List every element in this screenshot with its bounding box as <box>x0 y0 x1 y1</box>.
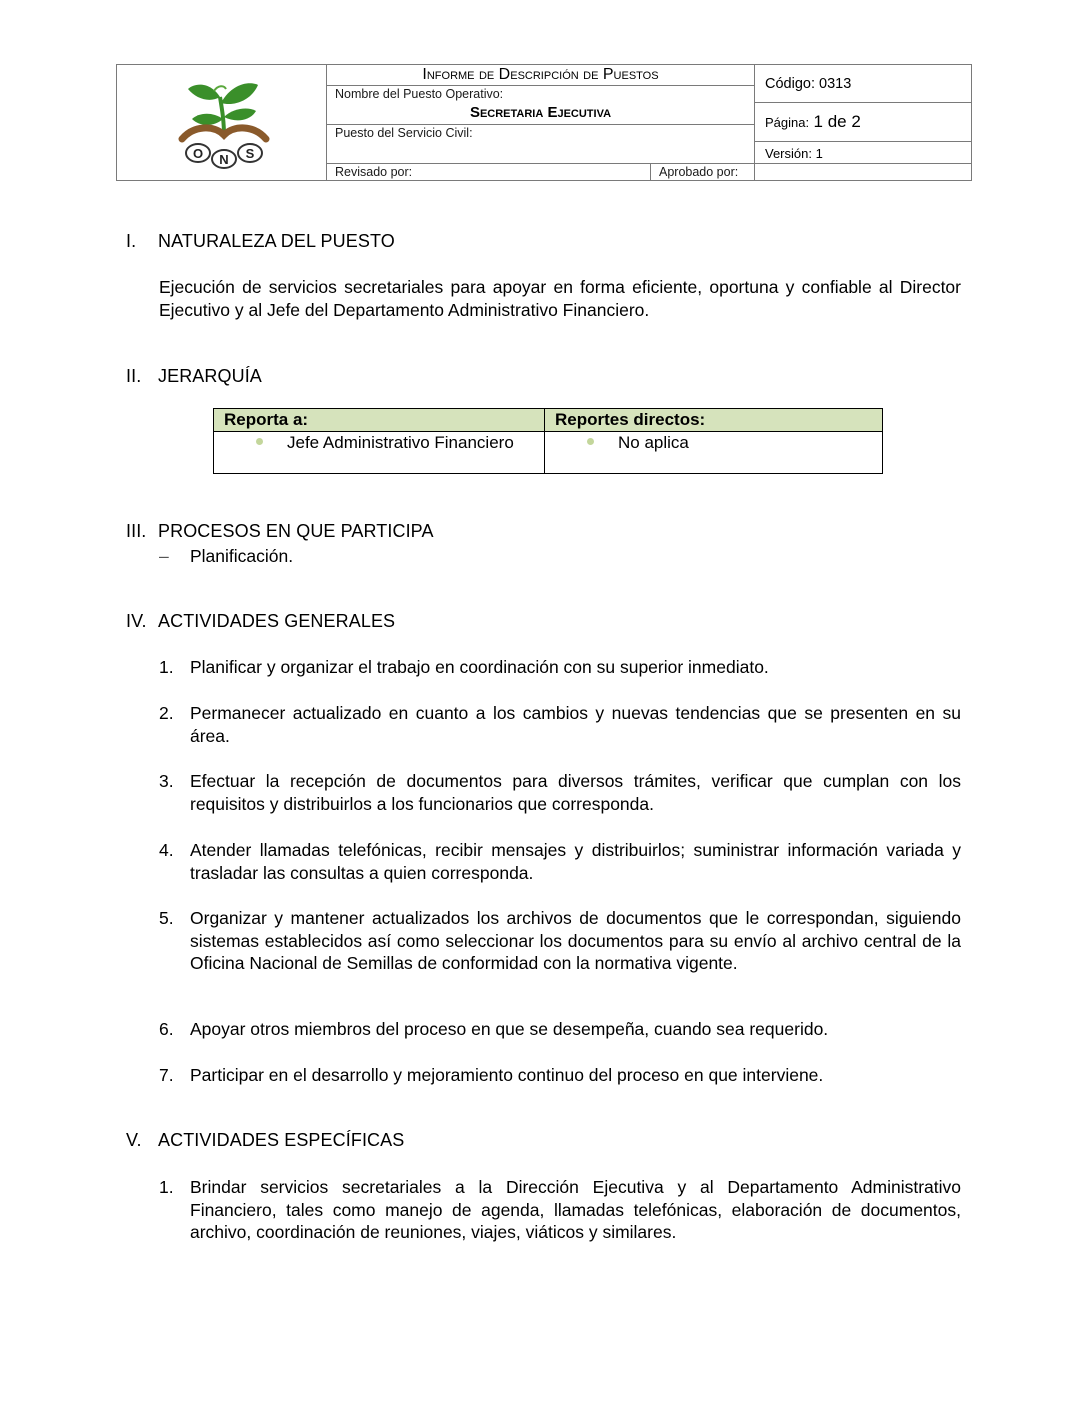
section-2-title: JERARQUÍA <box>158 366 262 386</box>
list-item-number: 2. <box>159 703 174 723</box>
list-item-number: 7. <box>159 1065 174 1085</box>
reports-to-header: Reporta a: <box>224 410 309 429</box>
list-item <box>159 907 961 975</box>
list-item-text: Efectuar la recepción de documentos para diversos trámites, verificar que cumplan con los requisitos y distribuirlos a los funcionarios que corresponda. <box>190 771 961 814</box>
version-label: Versión: 1 <box>765 146 823 161</box>
code-label: Código: 0313 <box>765 76 852 92</box>
section-5-number: V. <box>126 1130 142 1150</box>
list-item-text: Participar en el desarrollo y mejoramiento continuo del proceso en que interviene. <box>190 1065 824 1085</box>
header-right-column <box>755 65 971 180</box>
list-item <box>159 656 961 679</box>
section-1-title: NATURALEZA DEL PUESTO <box>158 231 395 251</box>
section-4-number: IV. <box>126 611 147 631</box>
list-item <box>159 1018 961 1041</box>
dash-bullet: – <box>159 546 169 566</box>
reports-to-value: Jefe Administrativo Financiero <box>287 433 514 452</box>
section-3-heading <box>126 521 434 542</box>
list-item <box>159 839 961 884</box>
logo-cell <box>117 65 327 180</box>
direct-reports-value: No aplica <box>618 433 689 452</box>
section-1-text: Ejecución de servicios secretariales para apoyar en forma eficiente, oportuna y confiable al Director Ejecutivo y al Jefe del Departamento Administrativo Financiero. <box>159 277 961 320</box>
list-item-number: 5. <box>159 908 174 928</box>
svg-text:O: O <box>192 146 204 161</box>
section-1-heading <box>126 231 395 252</box>
ons-logo-icon <box>174 73 274 171</box>
list-item-number: 3. <box>159 771 174 791</box>
list-item-text: Apoyar otros miembros del proceso en que se desempeña, cuando sea requerido. <box>190 1019 829 1039</box>
list-item-text: Atender llamadas telefónicas, recibir mensajes y distribuirlos; suministrar información variada y trasladar las consultas a quien corresponda. <box>190 840 961 883</box>
list-item-text: Permanecer actualizado en cuanto a los cambios y nuevas tendencias que se presenten en su área. <box>190 703 961 746</box>
direct-reports-cell <box>587 433 689 453</box>
section-4-title: ACTIVIDADES GENERALES <box>158 611 396 631</box>
section-3-number: III. <box>126 521 147 541</box>
reviewed-by-label: Revisado por: <box>335 165 413 179</box>
hierarchy-table-header-row <box>214 409 882 432</box>
list-item <box>159 770 961 815</box>
list-item <box>159 702 961 747</box>
hierarchy-table <box>213 408 883 474</box>
process-item <box>159 545 961 568</box>
section-1-number: I. <box>126 231 137 251</box>
reports-to-cell <box>256 433 514 453</box>
process-item-text: Planificación. <box>190 546 294 566</box>
list-item-text: Brindar servicios secretariales a la Dirección Ejecutiva y al Departamento Administrativo Financiero, tales como manejo de agenda, llamadas telefónicas, elaboración de documentos, archivo, coordinación de reuniones, viajes, viáticos y similares. <box>190 1177 961 1242</box>
page-label: Página: <box>765 115 810 130</box>
section-2-number: II. <box>126 366 142 386</box>
section-5-heading <box>126 1130 404 1151</box>
list-item-number: 6. <box>159 1019 174 1039</box>
bullet-icon <box>256 438 263 445</box>
section-2-heading <box>126 366 262 387</box>
section-3-title: PROCESOS EN QUE PARTICIPA <box>158 521 434 541</box>
position-name: Secretaria Ejecutiva <box>469 104 612 121</box>
header-middle-column <box>327 65 755 180</box>
page-indicator <box>765 112 861 132</box>
approved-by-label: Aprobado por: <box>659 165 739 179</box>
svg-text:S: S <box>245 146 255 161</box>
list-item-number: 4. <box>159 840 174 860</box>
list-item-number: 1. <box>159 1177 174 1197</box>
svg-text:N: N <box>219 152 229 167</box>
list-item <box>159 1064 961 1087</box>
direct-reports-header: Reportes directos: <box>555 410 706 429</box>
list-item-number: 1. <box>159 657 174 677</box>
civil-service-label: Puesto del Servicio Civil: <box>335 126 473 140</box>
document-header <box>116 64 972 181</box>
section-4-heading <box>126 611 395 632</box>
list-item-text: Organizar y mantener actualizados los archivos de documentos que le correspondan, siguiendo sistemas establecidos así como seleccionar los documentos para su envío al archivo central de la Oficina Nacional de Semillas de conformidad con la normativa vigente. <box>190 908 961 973</box>
list-item <box>159 1176 961 1244</box>
page-value: 1 de 2 <box>813 112 861 131</box>
list-item-text: Planificar y organizar el trabajo en coordinación con su superior inmediato. <box>190 657 769 677</box>
section-5-title: ACTIVIDADES ESPECÍFICAS <box>158 1130 405 1150</box>
operative-position-label: Nombre del Puesto Operativo: <box>335 87 504 101</box>
report-title: Informe de Descripción de Puestos <box>422 66 659 83</box>
bullet-icon <box>587 438 594 445</box>
